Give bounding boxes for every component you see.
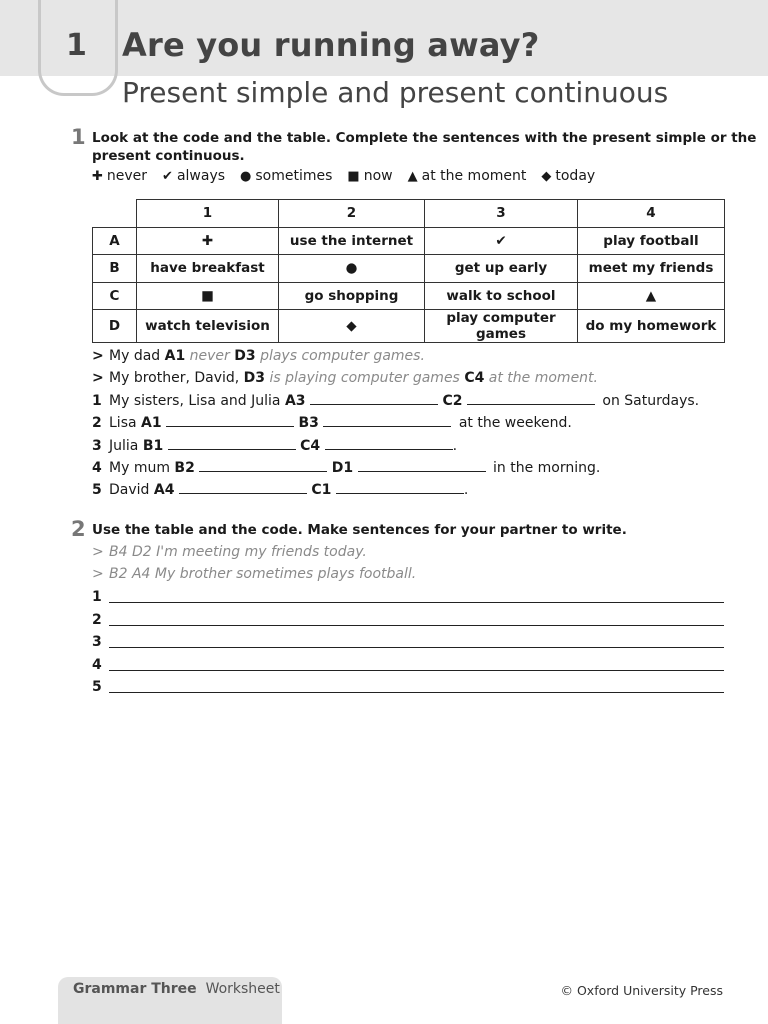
table-row	[93, 227, 725, 255]
answer-blank[interactable]	[325, 436, 453, 450]
legend-item-today: ◆ today	[541, 168, 596, 184]
page-title: Are you running away?	[122, 26, 540, 64]
symbol-legend	[92, 168, 595, 184]
answer-blank[interactable]	[179, 480, 307, 494]
table-cell: play computer games	[425, 310, 578, 343]
table-cell: do my homework	[578, 310, 725, 343]
legend-item-sometimes: ● sometimes	[240, 168, 333, 184]
table-row	[93, 282, 725, 310]
answer-blank[interactable]	[310, 391, 438, 405]
legend-item-now: ■ now	[347, 168, 393, 184]
example-sentence: > B4 D2 I'm meeting my friends today.	[92, 544, 367, 560]
writing-line-4[interactable]: 4	[92, 655, 109, 675]
circle-icon: ●	[279, 255, 425, 283]
diamond-icon: ◆	[541, 168, 552, 184]
plus-icon: ✚	[137, 227, 279, 255]
code-table	[92, 199, 725, 343]
exercise-item-5: 5 David A4 C1 .	[92, 482, 469, 498]
answer-blank[interactable]	[467, 391, 595, 405]
exercise-1-instruction: Look at the code and the table. Complete the sentences with the present simple or the present continuous.	[92, 130, 757, 164]
square-icon: ■	[347, 168, 360, 184]
table-cell: watch television	[137, 310, 279, 343]
table-cell: use the internet	[279, 227, 425, 255]
row-label: D	[93, 310, 137, 343]
triangle-icon: ▲	[407, 168, 418, 184]
square-icon: ■	[137, 282, 279, 310]
exercise-item-1: 1 My sisters, Lisa and Julia A3 C2 on Saturdays.	[92, 393, 700, 409]
answer-blank[interactable]	[358, 458, 486, 472]
table-header-row	[93, 200, 725, 228]
table-cell: have breakfast	[137, 255, 279, 283]
check-icon: ✔	[425, 227, 578, 255]
page-subtitle: Present simple and present continuous	[122, 76, 669, 109]
exercise-item-2: 2 Lisa A1 B3 at the weekend.	[92, 415, 572, 431]
legend-item-always: ✔ always	[162, 168, 226, 184]
table-cell: get up early	[425, 255, 578, 283]
footer-copyright: © Oxford University Press	[560, 983, 723, 998]
exercise-2-number: 2	[71, 517, 86, 541]
triangle-icon: ▲	[578, 282, 725, 310]
exercise-1-number: 1	[71, 125, 86, 149]
answer-blank[interactable]	[166, 413, 294, 427]
column-header: 3	[425, 200, 578, 228]
exercise-item-3: 3 Julia B1 C4 .	[92, 438, 458, 454]
table-cell: go shopping	[279, 282, 425, 310]
writing-line-2[interactable]: 2	[92, 610, 109, 630]
footer-book-title: Grammar Three Worksheet	[73, 981, 280, 997]
writing-line-3[interactable]: 3	[92, 632, 109, 652]
table-cell: play football	[578, 227, 725, 255]
table-cell: meet my friends	[578, 255, 725, 283]
column-header: 4	[578, 200, 725, 228]
table-row	[93, 255, 725, 283]
answer-blank[interactable]	[323, 413, 451, 427]
column-header: 2	[279, 200, 425, 228]
example-sentence: > My dad A1 never D3 plays computer games.	[92, 348, 425, 364]
plus-icon: ✚	[92, 168, 103, 184]
table-corner	[93, 200, 137, 228]
column-header: 1	[137, 200, 279, 228]
table-row	[93, 310, 725, 343]
writing-line-1[interactable]: 1	[92, 587, 109, 607]
row-label: C	[93, 282, 137, 310]
legend-item-never: ✚ never	[92, 168, 148, 184]
answer-blank[interactable]	[199, 458, 327, 472]
writing-line-5[interactable]: 5	[92, 677, 109, 697]
legend-item-at-the-moment: ▲ at the moment	[407, 168, 527, 184]
row-label: B	[93, 255, 137, 283]
diamond-icon: ◆	[279, 310, 425, 343]
table-cell: walk to school	[425, 282, 578, 310]
check-icon: ✔	[162, 168, 173, 184]
unit-number: 1	[66, 28, 87, 63]
answer-blank[interactable]	[168, 436, 296, 450]
circle-icon: ●	[240, 168, 252, 184]
row-label: A	[93, 227, 137, 255]
example-sentence: > My brother, David, D3 is playing computer games C4 at the moment.	[92, 370, 598, 386]
answer-blank[interactable]	[336, 480, 464, 494]
exercise-2-instruction: Use the table and the code. Make sentences for your partner to write.	[92, 522, 627, 538]
exercise-item-4: 4 My mum B2 D1 in the morning.	[92, 460, 601, 476]
example-sentence: > B2 A4 My brother sometimes plays football.	[92, 566, 417, 582]
